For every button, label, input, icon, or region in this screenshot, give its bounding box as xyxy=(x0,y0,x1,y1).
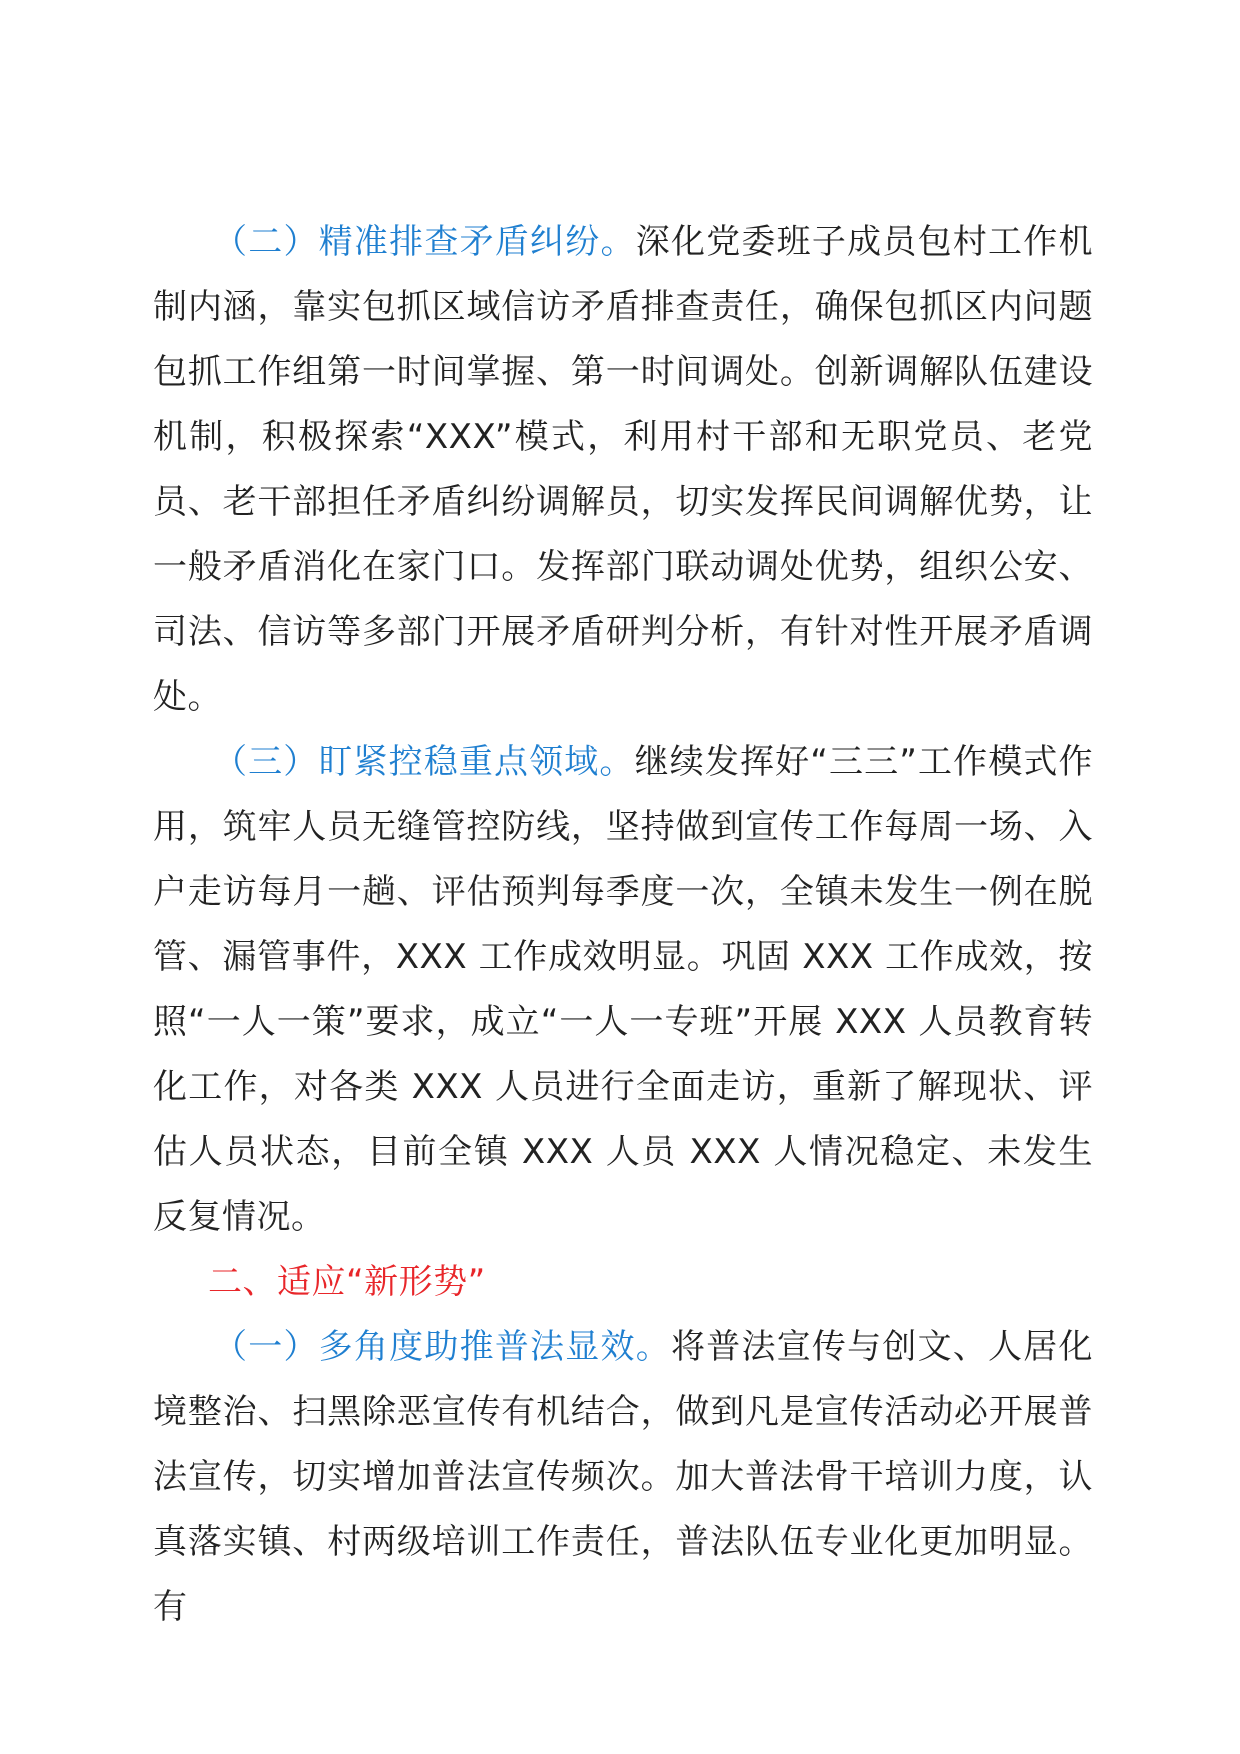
paragraph-3 xyxy=(153,730,1093,1250)
paragraph-heading: （一）多角度助推普法显效。 xyxy=(213,1327,671,1367)
section-title: 二、适应“新形势” xyxy=(208,1262,486,1302)
paragraph-heading: （二）精准排查矛盾纠纷。 xyxy=(213,222,636,262)
paragraph-text: 将普法宣传与创文、人居化境整治、扫黑除恶宣传有机结合，做到凡是宣传活动必开展普法宣传，切实增加普法宣传频次。加大普法骨干培训力度，认真落实镇、村两级培训工作责任，普法队伍专业化更加明显。有 xyxy=(153,1327,1094,1627)
paragraph-section-1 xyxy=(153,1315,1093,1640)
paragraph-text: 继续发挥好“三三”工作模式作用，筑牢人员无缝管控防线，坚持做到宣传工作每周一场、入户走访每月一趟、评估预判每季度一次，全镇未发生一例在脱管、漏管事件，XXX 工作成效明显。巩固 XXX 工作成效，按照“一人一策”要求，成立“一人一专班”开展 XXX 人员教育转化工作，对各类 XXX 人员进行全面走访，重新了解现状、评估人员状态，目前全镇 XXX 人员 XXX 人情况稳定、未发生反复情况。 xyxy=(153,742,1094,1237)
document-body xyxy=(153,210,1093,1640)
paragraph-heading: （三）盯紧控稳重点领域。 xyxy=(213,742,635,782)
paragraph-text: 深化党委班子成员包村工作机制内涵，靠实包抓区域信访矛盾排查责任，确保包抓区内问题包抓工作组第一时间掌握、第一时间调处。创新调解队伍建设机制，积极探索“XXX”模式，利用村干部和无职党员、老党员、老干部担任矛盾纠纷调解员，切实发挥民间调解优势，让一般矛盾消化在家门口。发挥部门联动调处优势，组织公安、司法、信访等多部门开展矛盾研判分析，有针对性开展矛盾调处。 xyxy=(153,222,1093,717)
paragraph-2 xyxy=(153,210,1093,730)
